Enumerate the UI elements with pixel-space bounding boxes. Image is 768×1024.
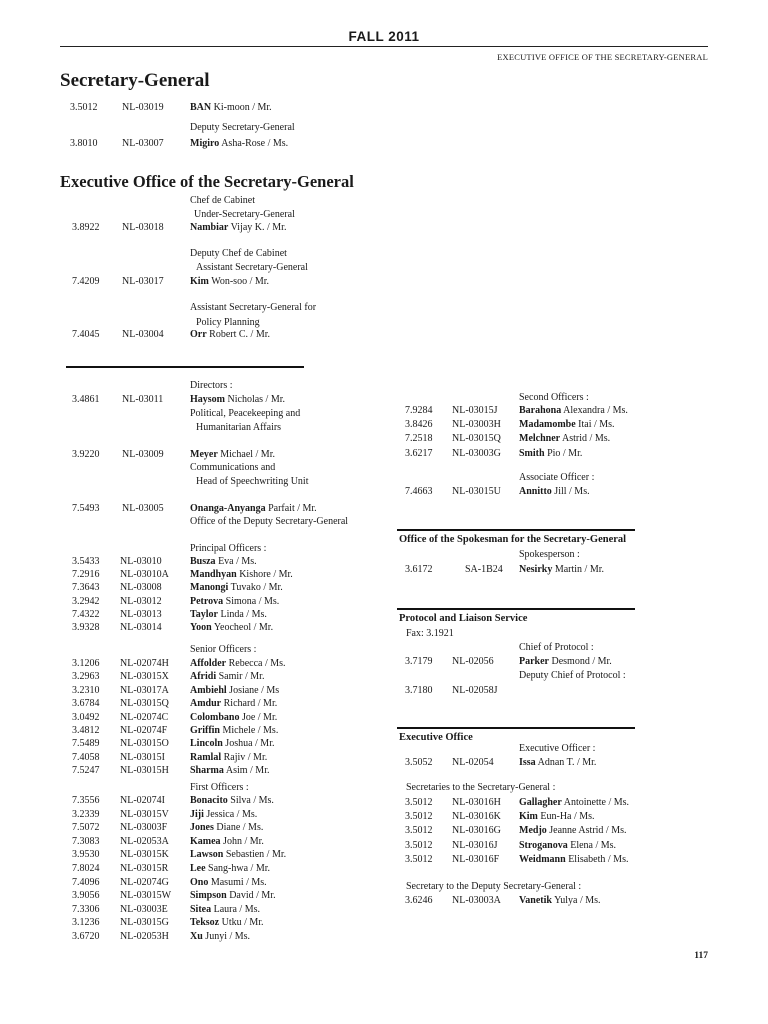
running-title: EXECUTIVE OFFICE OF THE SECRETARY-GENERAL [497, 52, 708, 62]
job-title: Under-Secretary-General [194, 209, 295, 220]
fax-number: Fax: 3.1921 [406, 628, 454, 639]
job-title: Head of Speechwriting Unit [196, 476, 309, 487]
job-title: Political, Peacekeeping and [190, 408, 301, 419]
group-label: Second Officers : [519, 392, 589, 403]
page-number: 117 [694, 951, 708, 961]
job-title: Humanitarian Affairs [196, 422, 282, 433]
job-title: Office of the Deputy Secretary-General [190, 516, 349, 527]
section-divider [397, 529, 635, 531]
group-label: Principal Officers : [190, 543, 267, 554]
job-title: Policy Planning [196, 317, 260, 328]
job-title: Communications and [190, 462, 276, 473]
section-divider [397, 727, 635, 729]
section-heading-eosg: Executive Office of the Secretary-General [60, 172, 354, 191]
section-heading-executive-office: Executive Office [399, 732, 473, 743]
job-title: Assistant Secretary-General for [190, 302, 317, 313]
group-label: Executive Officer : [519, 743, 596, 754]
job-title: Deputy Secretary-General [190, 122, 295, 133]
edition-title: FALL 2011 [348, 29, 420, 44]
group-label: Associate Officer : [519, 472, 595, 483]
section-divider [66, 366, 304, 368]
group-label: Deputy Chief of Protocol : [519, 670, 626, 681]
group-label: Spokesperson : [519, 549, 580, 560]
section-divider [397, 608, 635, 610]
group-label: Directors : [190, 380, 233, 391]
group-label: Chief of Protocol : [519, 642, 594, 653]
section-heading-secretary-general: Secretary-General [60, 70, 210, 91]
group-label: Senior Officers : [190, 644, 257, 655]
section-heading-spokesman: Office of the Spokesman for the Secretary-General [399, 534, 627, 545]
section-heading-protocol: Protocol and Liaison Service [399, 613, 528, 624]
header-divider [60, 46, 708, 47]
group-label: First Officers : [190, 782, 249, 793]
group-label: Secretaries to the Secretary-General : [406, 782, 556, 793]
job-title: Assistant Secretary-General [196, 262, 308, 273]
job-title: Chef de Cabinet [190, 195, 255, 206]
group-label: Secretary to the Deputy Secretary-General : [406, 881, 582, 892]
job-title: Deputy Chef de Cabinet [190, 248, 287, 259]
